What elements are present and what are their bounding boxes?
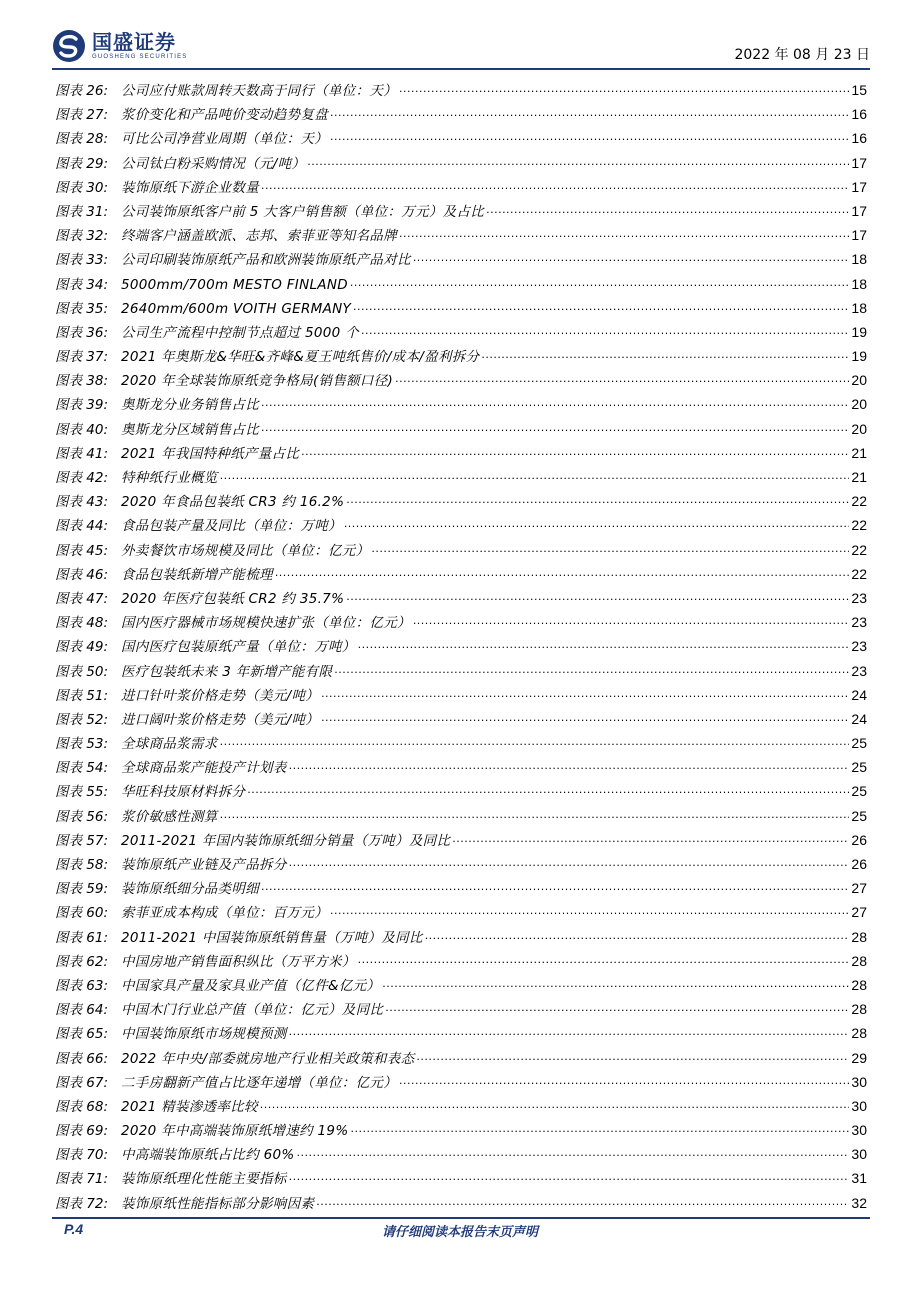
toc-entry[interactable] (55, 393, 867, 417)
toc-entry-page: 20 (851, 396, 867, 413)
toc-dot-leader (413, 613, 850, 627)
toc-entry-title: 索菲亚成本构成（单位：百万元） (121, 905, 328, 922)
toc-entry-page: 15 (851, 82, 867, 98)
toc-entry-page: 22 (851, 493, 867, 510)
toc-dot-leader (297, 1145, 850, 1159)
toc-entry-page: 19 (851, 323, 867, 340)
toc-entry-title: 中国家具产量及家具业产值（亿件&亿元） (121, 977, 381, 994)
toc-entry[interactable] (55, 418, 867, 442)
toc-dot-leader (346, 492, 849, 506)
toc-entry-title: 5000mm/700m MESTO FINLAND (121, 276, 348, 293)
toc-entry[interactable] (55, 248, 867, 272)
toc-entry[interactable] (55, 611, 867, 635)
toc-entry-page: 25 (851, 783, 867, 800)
toc-dot-leader (261, 395, 849, 409)
header-divider (52, 68, 870, 70)
toc-entry-title: 2021 精装渗透率比较 (121, 1098, 258, 1115)
toc-dot-leader (321, 710, 849, 724)
footer-page-number: P.4 (64, 1221, 84, 1237)
toc-entry-label: 图表 64: (55, 1002, 109, 1019)
toc-entry[interactable] (55, 273, 867, 297)
toc-dot-leader (330, 903, 849, 917)
toc-entry[interactable] (55, 176, 867, 200)
toc-entry-page: 27 (851, 904, 867, 921)
toc-entry[interactable] (55, 1022, 867, 1046)
toc-entry-title: 中国木门行业总产值（单位：亿元）及同比 (121, 1002, 384, 1019)
toc-dot-leader (334, 662, 849, 676)
toc-entry-title: 中国房地产销售面积纵比（万平方米） (121, 953, 356, 970)
toc-entry-page: 28 (851, 1025, 867, 1042)
toc-entry[interactable] (55, 708, 867, 732)
toc-entry[interactable] (55, 369, 867, 393)
toc-entry-label: 图表 44: (55, 518, 109, 535)
toc-entry-page: 28 (851, 928, 867, 945)
toc-entry-label: 图表 54: (55, 760, 109, 777)
toc-entry[interactable] (55, 539, 867, 563)
toc-entry-title: 奥斯龙分业务销售占比 (121, 397, 259, 414)
toc-entry-page: 27 (851, 880, 867, 897)
toc-entry-title: 进口针叶浆价格走势（美元/吨） (121, 687, 320, 704)
toc-entry-label: 图表 29: (55, 155, 109, 172)
toc-dot-leader (346, 589, 849, 603)
toc-entry[interactable] (55, 660, 867, 684)
toc-entry-page: 32 (851, 1194, 867, 1211)
toc-entry-title: 2011-2021 中国装饰原纸销售量（万吨）及同比 (121, 929, 423, 946)
toc-dot-leader (425, 928, 850, 942)
toc-entry[interactable] (55, 563, 867, 587)
toc-dot-leader (261, 879, 849, 893)
toc-entry-label: 图表 28: (55, 131, 109, 148)
toc-entry[interactable] (55, 1192, 867, 1216)
toc-entry-page: 19 (851, 348, 867, 365)
toc-entry[interactable] (55, 829, 867, 853)
toc-dot-leader (330, 129, 849, 143)
toc-entry-page: 28 (851, 1001, 867, 1018)
toc-entry-title: 可比公司净营业周期（单位：天） (121, 131, 328, 148)
toc-entry-title: 华旺科技原材料拆分 (121, 784, 246, 801)
toc-entry-page: 21 (851, 469, 867, 485)
toc-entry[interactable] (55, 732, 867, 756)
toc-dot-leader (261, 420, 849, 434)
toc-dot-leader (399, 1073, 849, 1087)
toc-entry-page: 22 (851, 541, 867, 558)
toc-entry-label: 图表 38: (55, 373, 109, 390)
toc-entry-label: 图表 51: (55, 687, 109, 704)
toc-entry-label: 图表 60: (55, 905, 109, 922)
toc-entry-label: 图表 48: (55, 615, 109, 632)
toc-entry-label: 图表 69: (55, 1123, 109, 1140)
toc-entry-page: 25 (851, 759, 867, 776)
toc-entry-title: 奥斯龙分区域销售占比 (121, 421, 259, 438)
toc-entry-page: 23 (851, 614, 867, 631)
toc-entry[interactable] (55, 635, 867, 659)
toc-entry-page: 26 (851, 856, 867, 872)
footer-divider (52, 1217, 870, 1219)
toc-entry-title: 2640mm/600m VOITH GERMANY (121, 300, 352, 317)
toc-entry-label: 图表 46: (55, 566, 109, 583)
toc-entry-label: 图表 49: (55, 639, 109, 656)
toc-entry-page: 28 (851, 952, 867, 969)
toc-entry-title: 进口阔叶浆价格走势（美元/吨） (121, 711, 320, 728)
toc-entry[interactable] (55, 780, 867, 804)
toc-entry[interactable] (55, 1119, 867, 1143)
toc-entry-title: 中国装饰原纸市场规模预测 (121, 1026, 287, 1043)
toc-entry-page: 30 (851, 1146, 867, 1163)
toc-entry-page: 22 (851, 565, 867, 582)
toc-dot-leader (350, 275, 850, 289)
toc-dot-leader (301, 444, 849, 458)
toc-dot-leader (220, 734, 850, 748)
toc-entry-label: 图表 43: (55, 494, 109, 511)
toc-entry-title: 装饰原纸产业链及产品拆分 (121, 857, 287, 873)
toc-entry-page: 22 (851, 517, 867, 534)
toc-entry-page: 17 (851, 178, 867, 195)
toc-entry[interactable] (55, 514, 867, 538)
logo-chinese-name: 国盛证券 (92, 30, 176, 54)
toc-entry-title: 公司钛白粉采购情况（元/吨） (121, 155, 306, 172)
toc-entry[interactable] (55, 79, 867, 103)
toc-entry-label: 图表 61: (55, 929, 109, 946)
toc-entry-label: 图表 30: (55, 179, 109, 196)
toc-entry[interactable] (55, 877, 867, 901)
toc-entry[interactable] (55, 950, 867, 974)
toc-entry[interactable] (55, 901, 867, 925)
toc-entry-title: 装饰原纸性能指标部分影响因素 (121, 1195, 315, 1212)
toc-entry[interactable] (55, 1167, 867, 1191)
toc-entry-label: 图表 41: (55, 445, 109, 462)
toc-entry-page: 23 (851, 662, 867, 679)
toc-dot-leader (289, 1024, 850, 1038)
toc-entry-label: 图表 57: (55, 832, 109, 849)
toc-dot-leader (289, 1169, 850, 1183)
toc-entry-label: 图表 32: (55, 228, 109, 245)
toc-entry-label: 图表 58: (55, 857, 109, 873)
toc-entry-label: 图表 37: (55, 349, 109, 366)
toc-dot-leader (358, 637, 850, 651)
toc-entry-page: 21 (851, 444, 867, 461)
toc-dot-leader (261, 178, 849, 192)
toc-entry-title: 装饰原纸下游企业数量 (121, 179, 259, 196)
toc-entry-title: 2020 年医疗包装纸 CR2 约 35.7% (121, 590, 345, 607)
toc-entry-title: 特种纸行业概览 (121, 470, 218, 486)
toc-entry-title: 全球商品浆需求 (121, 736, 218, 753)
toc-entry[interactable] (55, 926, 867, 950)
toc-dot-leader (289, 758, 850, 772)
toc-entry-label: 图表 42: (55, 470, 109, 486)
toc-dot-leader (260, 1097, 850, 1111)
toc-dot-leader (395, 371, 849, 385)
company-logo (52, 26, 187, 66)
toc-entry-label: 图表 59: (55, 881, 109, 898)
toc-entry-label: 图表 68: (55, 1098, 109, 1115)
toc-entry-label: 图表 55: (55, 784, 109, 801)
toc-entry-title: 2022 年中央/部委就房地产行业相关政策和表态 (121, 1050, 415, 1067)
toc-entry-page: 29 (851, 1049, 867, 1066)
page-header (52, 26, 870, 68)
toc-entry-page: 26 (851, 831, 867, 848)
toc-entry-page: 30 (851, 1097, 867, 1114)
toc-entry[interactable] (55, 1047, 867, 1071)
toc-entry[interactable] (55, 998, 867, 1022)
toc-entry-title: 2021 年奥斯龙&华旺&齐峰&夏王吨纸售价/成本/盈利拆分 (121, 349, 480, 366)
toc-entry-label: 图表 63: (55, 977, 109, 994)
toc-entry[interactable] (55, 103, 867, 127)
figure-index-list (55, 79, 867, 1216)
toc-entry-title: 终端客户涵盖欧派、志邦、索菲亚等知名品牌 (121, 228, 397, 245)
toc-dot-leader (382, 976, 849, 990)
toc-entry-title: 国内医疗器械市场规模快速扩张（单位：亿元） (121, 615, 411, 632)
toc-entry[interactable] (55, 490, 867, 514)
toc-entry-title: 2020 年食品包装纸 CR3 约 16.2% (121, 494, 345, 511)
toc-entry[interactable] (55, 1143, 867, 1167)
toc-entry[interactable] (55, 853, 867, 877)
toc-dot-leader (486, 202, 849, 216)
toc-dot-leader (385, 1000, 849, 1014)
toc-entry-label: 图表 26: (55, 83, 109, 99)
toc-dot-leader (452, 831, 849, 845)
toc-entry[interactable] (55, 1071, 867, 1095)
toc-entry-title: 2011-2021 年国内装饰原纸细分销量（万吨）及同比 (121, 832, 451, 849)
toc-dot-leader (353, 299, 849, 313)
toc-entry-page: 30 (851, 1122, 867, 1139)
toc-entry-page: 24 (851, 686, 867, 703)
toc-entry-title: 外卖餐饮市场规模及同比（单位：亿元） (121, 542, 370, 559)
toc-entry[interactable] (55, 974, 867, 998)
toc-entry-label: 图表 72: (55, 1195, 109, 1212)
toc-dot-leader (481, 347, 849, 361)
toc-entry-label: 图表 27: (55, 107, 109, 124)
toc-entry-title: 食品包装纸新增产能梳理 (121, 566, 273, 583)
toc-entry-label: 图表 39: (55, 397, 109, 414)
toc-entry-title: 装饰原纸理化性能主要指标 (121, 1171, 287, 1188)
toc-dot-leader (399, 226, 849, 240)
toc-entry[interactable] (55, 466, 867, 490)
toc-entry-label: 图表 31: (55, 203, 109, 220)
toc-entry-title: 全球商品浆产能投产计划表 (121, 760, 287, 777)
toc-entry-page: 18 (851, 275, 867, 292)
toc-entry[interactable] (55, 127, 867, 151)
toc-entry-label: 图表 53: (55, 736, 109, 753)
report-date: 2022 年 08 月 23 日 (734, 47, 870, 63)
toc-dot-leader (361, 323, 849, 337)
toc-entry-title: 2020 年全球装饰原纸竞争格局(销售额口径) (121, 373, 394, 390)
toc-dot-leader (330, 105, 849, 119)
toc-entry-title: 浆价敏感性测算 (121, 808, 218, 825)
toc-entry-title: 浆价变化和产品吨价变动趋势复盘 (121, 107, 328, 124)
toc-dot-leader (307, 154, 849, 168)
toc-entry-label: 图表 36: (55, 324, 109, 341)
toc-entry[interactable] (55, 684, 867, 708)
toc-dot-leader (371, 541, 849, 555)
guosheng-logo-icon (52, 29, 86, 63)
toc-entry-label: 图表 33: (55, 252, 109, 269)
toc-entry-label: 图表 50: (55, 663, 109, 680)
toc-entry-page: 28 (851, 976, 867, 993)
toc-entry-label: 图表 56: (55, 808, 109, 825)
toc-dot-leader (289, 855, 850, 869)
toc-entry-label: 图表 71: (55, 1171, 109, 1188)
toc-entry-page: 17 (851, 154, 867, 171)
toc-entry-label: 图表 34: (55, 276, 109, 293)
toc-entry-title: 公司装饰原纸客户前 5 大客户销售额（单位：万元）及占比 (121, 203, 485, 220)
toc-entry-label: 图表 65: (55, 1026, 109, 1043)
toc-entry-title: 2020 年中高端装饰原纸增速约 19% (121, 1123, 349, 1140)
toc-dot-leader (358, 952, 850, 966)
toc-entry-page: 18 (851, 251, 867, 268)
toc-entry-page: 23 (851, 638, 867, 655)
toc-entry[interactable] (55, 297, 867, 321)
toc-dot-leader (399, 81, 849, 95)
toc-entry-label: 图表 47: (55, 590, 109, 607)
toc-entry-page: 16 (851, 130, 867, 147)
toc-entry-page: 30 (851, 1073, 867, 1090)
toc-entry[interactable] (55, 345, 867, 369)
toc-entry-page: 23 (851, 589, 867, 606)
toc-entry-title: 国内医疗包装原纸产量（单位：万吨） (121, 639, 356, 656)
toc-entry-page: 24 (851, 710, 867, 727)
toc-entry-label: 图表 40: (55, 421, 109, 438)
toc-entry-title: 二手房翻新产值占比逐年递增（单位：亿元） (121, 1074, 397, 1091)
toc-entry-label: 图表 45: (55, 542, 109, 559)
toc-entry-page: 16 (851, 106, 867, 123)
toc-entry-label: 图表 62: (55, 953, 109, 970)
toc-entry-page: 25 (851, 807, 867, 824)
toc-entry-title: 中高端装饰原纸占比约 60% (121, 1147, 295, 1164)
toc-entry-title: 公司应付账款周转天数高于同行（单位：天） (121, 83, 397, 99)
toc-entry[interactable] (55, 805, 867, 829)
toc-entry-title: 2021 年我国特种纸产量占比 (121, 445, 300, 462)
toc-entry[interactable] (55, 224, 867, 248)
toc-dot-leader (350, 1121, 849, 1135)
toc-dot-leader (416, 1049, 849, 1063)
toc-entry[interactable] (55, 321, 867, 345)
toc-entry[interactable] (55, 442, 867, 466)
toc-entry-title: 公司生产流程中控制节点超过 5000 个 (121, 324, 359, 341)
toc-entry-page: 20 (851, 372, 867, 389)
toc-entry-title: 食品包装产量及同比（单位：万吨） (121, 518, 342, 535)
toc-entry-label: 图表 67: (55, 1074, 109, 1091)
toc-entry-page: 25 (851, 735, 867, 752)
toc-dot-leader (220, 807, 850, 821)
toc-dot-leader (321, 686, 849, 700)
toc-entry-label: 图表 52: (55, 711, 109, 728)
toc-entry[interactable] (55, 200, 867, 224)
toc-entry[interactable] (55, 1095, 867, 1119)
toc-dot-leader (220, 468, 850, 482)
toc-dot-leader (316, 1194, 849, 1208)
toc-entry[interactable] (55, 756, 867, 780)
toc-entry-title: 医疗包装纸未来 3 年新增产能有限 (121, 663, 333, 680)
toc-dot-leader (275, 565, 850, 579)
toc-entry-label: 图表 70: (55, 1147, 109, 1164)
toc-dot-leader (247, 782, 849, 796)
toc-entry-label: 图表 35: (55, 300, 109, 317)
toc-entry-page: 20 (851, 420, 867, 437)
footer-disclaimer-note: 请仔细阅读本报告末页声明 (381, 1225, 538, 1240)
logo-english-name: GUOSHENG SECURITIES (92, 54, 188, 60)
toc-entry-title: 装饰原纸细分品类明细 (121, 881, 259, 898)
toc-entry-label: 图表 66: (55, 1050, 109, 1067)
toc-dot-leader (344, 516, 850, 530)
toc-dot-leader (413, 250, 850, 264)
toc-entry-title: 公司印刷装饰原纸产品和欧洲装饰原纸产品对比 (121, 252, 411, 269)
toc-entry[interactable] (55, 152, 867, 176)
toc-entry-page: 17 (851, 202, 867, 219)
toc-entry-page: 18 (851, 299, 867, 316)
toc-entry[interactable] (55, 587, 867, 611)
toc-entry-page: 31 (851, 1170, 867, 1187)
toc-entry-page: 17 (851, 227, 867, 244)
